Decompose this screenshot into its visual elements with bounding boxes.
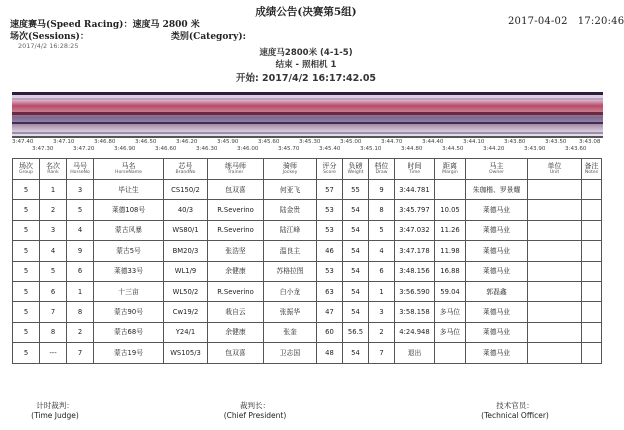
tick-label: 3:43.80 <box>504 139 526 145</box>
table-cell: 54 <box>343 302 369 322</box>
table-cell <box>528 220 582 240</box>
table-cell: 卫志国 <box>264 343 317 363</box>
column-header-label-en: Rank <box>47 170 59 175</box>
table-cell: 退出 <box>395 343 435 363</box>
table-cell <box>582 261 602 281</box>
column-header <box>435 159 466 180</box>
table-cell: BM20/3 <box>164 241 208 261</box>
race-line: 速度赛马(Speed Racing)：速度马 2800 米 <box>10 20 200 30</box>
table-cell: 2 <box>67 322 94 342</box>
column-header-label: 马号 <box>73 162 87 170</box>
photo-title: 速度马2800米 (4-1-5) <box>259 48 353 58</box>
table-cell: 7 <box>369 343 395 363</box>
table-cell: R.Severino <box>208 220 264 240</box>
column-header <box>208 159 264 180</box>
column-header-label-en: HorseNo <box>70 170 90 175</box>
tick-label: 3:44.20 <box>483 146 505 152</box>
table-cell: 余健康 <box>208 322 264 342</box>
table-cell: 1 <box>67 281 94 301</box>
column-header-label-en: Time <box>408 170 421 175</box>
table-cell: 蒙古90号 <box>94 302 164 322</box>
tick-label: 3:45.70 <box>278 146 300 152</box>
table-cell: 多马位 <box>435 322 466 342</box>
category-label: 类别(Category): <box>170 32 246 42</box>
table-cell: 3:47.032 <box>395 220 435 240</box>
tick-label: 3:44.50 <box>442 146 464 152</box>
signature-label: 计时裁判： <box>36 401 74 410</box>
table-cell: 包双喜 <box>208 180 264 200</box>
table-cell: 5 <box>67 200 94 220</box>
column-header-label: 马名 <box>121 162 136 170</box>
column-header <box>264 159 317 180</box>
table-cell: 4 <box>67 220 94 240</box>
table-cell: 白小龙 <box>264 281 317 301</box>
tick-label: 3:46.60 <box>155 146 177 152</box>
table-cell: 蒙古68号 <box>94 322 164 342</box>
table-cell: 蒙古风暴 <box>94 220 164 240</box>
column-header-label-en: Unit <box>549 170 560 175</box>
table-cell: CS150/2 <box>164 180 208 200</box>
table-cell: 陆江峰 <box>264 220 317 240</box>
signature-technical-officer <box>465 401 565 421</box>
table-cell: 2 <box>40 200 67 220</box>
table-cell: 苏格拉图 <box>264 261 317 281</box>
table-cell: 54 <box>343 200 369 220</box>
sessions-category-line <box>10 29 246 42</box>
table-cell: 5 <box>13 322 40 342</box>
column-header-label: 备注 <box>584 162 599 170</box>
table-cell: 53 <box>317 200 343 220</box>
table-cell: WS80/1 <box>164 220 208 240</box>
tick-label: 3:45.10 <box>360 146 382 152</box>
table-cell <box>528 200 582 220</box>
column-header-label-en: HorseName <box>115 170 142 175</box>
table-cell: WS105/3 <box>164 343 208 363</box>
table-cell <box>582 322 602 342</box>
table-cell <box>582 220 602 240</box>
tick-label: 3:45.40 <box>319 146 341 152</box>
table-cell: 1 <box>40 180 67 200</box>
table-cell: 57 <box>317 180 343 200</box>
table-cell: 1 <box>369 281 395 301</box>
table-cell <box>582 343 602 363</box>
signature-label-en: (Time Judge) <box>31 411 79 420</box>
column-header-label-en: BrandNo <box>175 170 196 175</box>
column-header <box>94 159 164 180</box>
column-header-label-en: Score <box>323 170 336 175</box>
tick-label: 3:46.30 <box>196 146 218 152</box>
column-header-label: 芯号 <box>178 162 193 170</box>
table-row <box>13 343 602 363</box>
tick-label: 3:44.80 <box>401 146 423 152</box>
signature-label: 技术官员： <box>496 401 534 410</box>
table-cell <box>582 180 602 200</box>
table-cell: 16.88 <box>435 261 466 281</box>
column-header <box>466 159 528 180</box>
table-cell: 十三亩 <box>94 281 164 301</box>
table-cell: 张振华 <box>264 302 317 322</box>
results-table <box>12 158 602 364</box>
table-cell: 46 <box>317 241 343 261</box>
table-cell: 2 <box>369 322 395 342</box>
table-cell: 蒙古19号 <box>94 343 164 363</box>
table-row <box>13 241 602 261</box>
tick-label: 3:46.00 <box>237 146 259 152</box>
table-cell <box>528 343 582 363</box>
signature-chief-president <box>210 401 300 421</box>
column-header-label: 单位 <box>547 162 562 170</box>
column-header-label: 名次 <box>46 162 60 170</box>
table-cell: 63 <box>317 281 343 301</box>
table-cell: 5 <box>13 220 40 240</box>
table-row <box>13 302 602 322</box>
table-cell: Cw19/2 <box>164 302 208 322</box>
signature-label-en: (Chief President) <box>223 411 287 420</box>
time-scale-bottom <box>12 146 603 154</box>
tick-label: 3:44.70 <box>381 139 403 145</box>
table-cell: 5 <box>369 220 395 240</box>
column-header <box>343 159 369 180</box>
header-row <box>13 159 602 180</box>
table-cell: 5 <box>13 343 40 363</box>
column-header-label: 负磅 <box>348 162 363 170</box>
table-cell: Y24/1 <box>164 322 208 342</box>
tick-label: 3:46.90 <box>114 146 136 152</box>
column-header-label: 档位 <box>374 162 389 170</box>
table-cell: 47 <box>317 302 343 322</box>
column-header-label-en: Jockey <box>282 170 298 175</box>
column-header <box>369 159 395 180</box>
table-cell: 3:44.781 <box>395 180 435 200</box>
table-cell: 11.98 <box>435 241 466 261</box>
column-header <box>395 159 435 180</box>
table-cell: 3 <box>67 180 94 200</box>
tick-label: 3:47.30 <box>32 146 54 152</box>
table-cell: 3:58.158 <box>395 302 435 322</box>
table-cell: 3:45.797 <box>395 200 435 220</box>
table-cell: 11.26 <box>435 220 466 240</box>
table-cell: 53 <box>317 261 343 281</box>
table-cell: 朱珈楷、罗景耀 <box>466 180 528 200</box>
table-cell: 3 <box>40 220 67 240</box>
tick-label: 3:44.10 <box>463 139 485 145</box>
table-cell: 张浩坚 <box>208 241 264 261</box>
table-cell: 莱德马业 <box>466 322 528 342</box>
table-cell <box>582 200 602 220</box>
table-cell <box>528 241 582 261</box>
table-cell: 5 <box>13 180 40 200</box>
column-header <box>40 159 67 180</box>
sessions-label: 场次(Sessions)： <box>10 32 89 42</box>
table-cell: 4 <box>40 241 67 261</box>
column-header-label-en: Notes <box>584 170 599 175</box>
table-cell: WL50/2 <box>164 281 208 301</box>
photo-finish-strip <box>12 92 603 138</box>
column-header <box>164 159 208 180</box>
table-row <box>13 180 602 200</box>
table-cell: 何亚飞 <box>264 180 317 200</box>
table-cell: 余健康 <box>208 261 264 281</box>
table-row <box>13 281 602 301</box>
tick-label: 3:43.50 <box>545 139 567 145</box>
column-header <box>528 159 582 180</box>
tick-label: 3:46.80 <box>94 139 116 145</box>
table-cell: 栽自云 <box>208 302 264 322</box>
table-cell: 40/3 <box>164 200 208 220</box>
column-header <box>67 159 94 180</box>
table-cell: 5 <box>13 302 40 322</box>
table-cell: 54 <box>343 343 369 363</box>
table-cell: 8 <box>40 322 67 342</box>
table-cell: 54 <box>343 261 369 281</box>
table-cell: R.Severino <box>208 200 264 220</box>
table-cell <box>582 281 602 301</box>
table-cell <box>528 180 582 200</box>
table-cell: 5 <box>13 261 40 281</box>
signature-time-judge <box>20 401 90 421</box>
table-cell: 55 <box>343 180 369 200</box>
table-cell: 3:48.156 <box>395 261 435 281</box>
table-cell: 莱德马业 <box>466 200 528 220</box>
table-cell: 3:47.178 <box>395 241 435 261</box>
table-cell: 莱德马业 <box>466 241 528 261</box>
table-cell: 5 <box>13 200 40 220</box>
table-cell: 8 <box>369 200 395 220</box>
column-header-label-en: Margin <box>442 170 458 175</box>
column-header-label: 距离 <box>443 162 457 170</box>
signature-label-en: (Technical Officer) <box>481 411 549 420</box>
table-cell <box>528 281 582 301</box>
table-row <box>13 261 602 281</box>
photo-start-time: 开始: 2017/4/2 16:17:42.05 <box>235 73 377 84</box>
photo-subtitle: 结束 - 照相机 1 <box>275 60 337 70</box>
table-cell: 60 <box>317 322 343 342</box>
table-cell: 5 <box>40 261 67 281</box>
table-cell <box>528 261 582 281</box>
table-cell: 莱德33号 <box>94 261 164 281</box>
table-cell: 莱德108号 <box>94 200 164 220</box>
table-cell: 7 <box>67 343 94 363</box>
table-cell: 3:56.590 <box>395 281 435 301</box>
table-cell: 张奎 <box>264 322 317 342</box>
table-cell: 莱德马业 <box>466 261 528 281</box>
table-cell: 温良主 <box>264 241 317 261</box>
tick-label: 3:47.40 <box>12 139 34 145</box>
column-header-label: 场次 <box>19 162 33 170</box>
column-header <box>317 159 343 180</box>
tick-label: 3:44.40 <box>422 139 444 145</box>
table-body <box>13 180 602 364</box>
report-datetime <box>508 16 624 27</box>
table-cell: 10.05 <box>435 200 466 220</box>
table-cell: 包双喜 <box>208 343 264 363</box>
photo-timestamp: 2017/4/2 16:28:25 <box>18 42 79 50</box>
table-cell: R.Severino <box>208 281 264 301</box>
tick-label: 3:45.90 <box>217 139 239 145</box>
table-cell: 莱德马业 <box>466 343 528 363</box>
tick-label: 3:46.50 <box>135 139 157 145</box>
table-cell <box>582 241 602 261</box>
table-cell: 莱德马业 <box>466 220 528 240</box>
table-cell: 陆金贵 <box>264 200 317 220</box>
page-title: 成绩公告(决赛第5组) <box>255 6 357 18</box>
report-date: 2017-04-02 <box>508 16 568 27</box>
tick-label: 3:43.90 <box>524 146 546 152</box>
tick-label: 3:43.60 <box>565 146 587 152</box>
table-cell: 5 <box>13 241 40 261</box>
tick-label: 3:46.20 <box>176 139 198 145</box>
column-header <box>13 159 40 180</box>
tick-label: 3:45.00 <box>340 139 362 145</box>
tick-label: 3:45.60 <box>258 139 280 145</box>
table-cell: 54 <box>343 241 369 261</box>
table-row <box>13 200 602 220</box>
tick-label: 3:47.10 <box>53 139 75 145</box>
signature-label: 裁判长： <box>240 401 270 410</box>
table-cell: 5 <box>13 281 40 301</box>
table-cell: 4 <box>369 241 395 261</box>
table-cell: 4:24.948 <box>395 322 435 342</box>
column-header-label-en: Group <box>19 170 33 175</box>
table-cell: 56.5 <box>343 322 369 342</box>
table-cell <box>435 343 466 363</box>
report-time: 17:20:46 <box>577 16 624 27</box>
tick-label: 3:47.20 <box>73 146 95 152</box>
table-cell <box>582 302 602 322</box>
column-header-label-en: Draw <box>375 170 388 175</box>
table-cell: 6 <box>369 261 395 281</box>
table-cell: 6 <box>67 261 94 281</box>
table-cell: 59.04 <box>435 281 466 301</box>
table-cell: 48 <box>317 343 343 363</box>
column-header <box>582 159 602 180</box>
table-cell: 9 <box>369 180 395 200</box>
table-cell <box>528 322 582 342</box>
table-cell: 多马位 <box>435 302 466 322</box>
table-row <box>13 220 602 240</box>
table-cell: --- <box>40 343 67 363</box>
table-cell: 3 <box>369 302 395 322</box>
column-header-label-en: Trainer <box>227 170 244 175</box>
table-cell: 54 <box>343 220 369 240</box>
column-header-label: 评分 <box>322 162 337 170</box>
table-cell: 蒙古5号 <box>94 241 164 261</box>
table-header <box>13 159 602 180</box>
table-cell: 莱德马业 <box>466 302 528 322</box>
tick-label: 3:43.08 <box>579 139 601 145</box>
table-cell: WL1/9 <box>164 261 208 281</box>
column-header-label-en: Owner <box>489 170 504 175</box>
table-cell: 54 <box>343 281 369 301</box>
tick-label: 3:45.30 <box>299 139 321 145</box>
column-header-label: 骑师 <box>283 162 297 170</box>
column-header-label: 时间 <box>407 162 422 170</box>
column-header-label: 练马师 <box>225 162 246 170</box>
column-header-label-en: Weight <box>347 170 364 175</box>
table-row <box>13 322 602 342</box>
table-cell: 8 <box>67 302 94 322</box>
table-cell: 53 <box>317 220 343 240</box>
table-cell: 7 <box>40 302 67 322</box>
table-cell: 6 <box>40 281 67 301</box>
table-cell: 郭磊鑫 <box>466 281 528 301</box>
table-cell <box>435 180 466 200</box>
table-cell: 9 <box>67 241 94 261</box>
table-cell <box>528 302 582 322</box>
column-header-label: 马主 <box>489 162 504 170</box>
table-cell: 毕让生 <box>94 180 164 200</box>
